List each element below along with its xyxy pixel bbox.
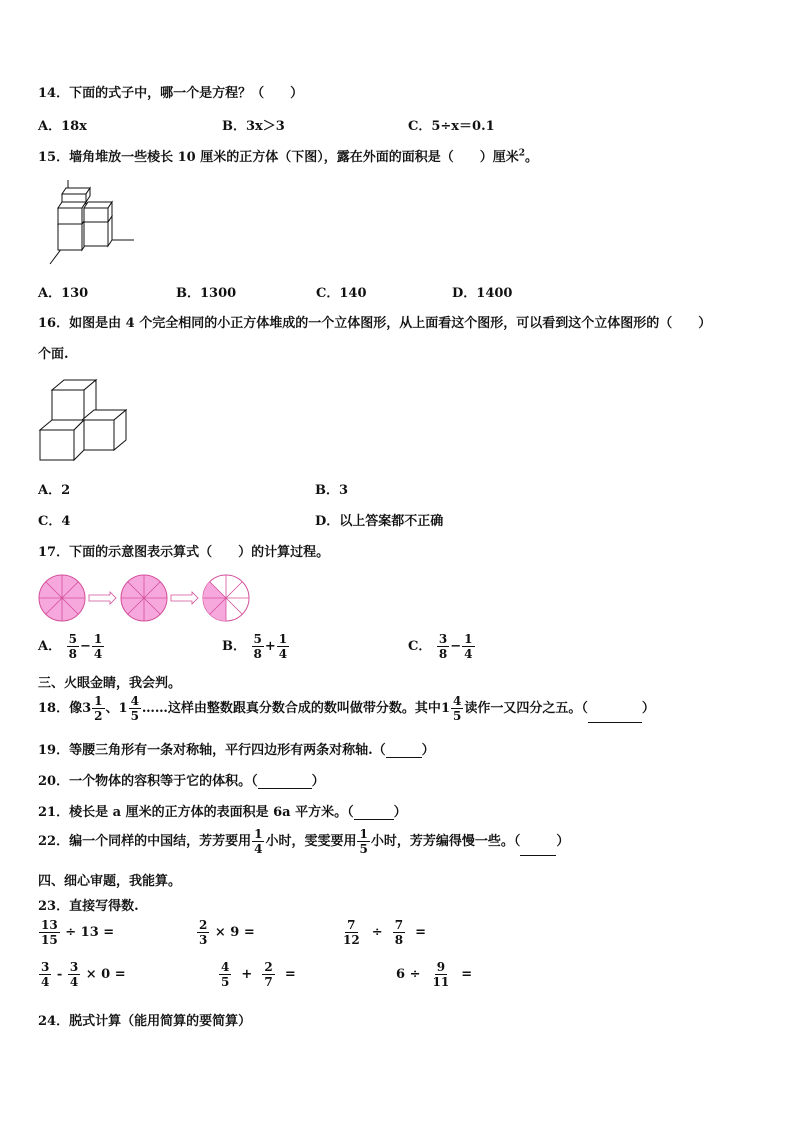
q16-stem-line2: 个面.: [38, 347, 69, 362]
q17-option-a: A． $\frac{5}{8}$ − $\frac{1}{4}$: [38, 632, 103, 661]
q23-expr-3: $\frac{7}{12}$ ÷ $\frac{7}{8}$ =: [343, 918, 427, 947]
arrow-1: [89, 592, 116, 604]
arrow-2: [171, 592, 198, 604]
q19-answer-blank[interactable]: [386, 744, 422, 758]
q15-stem: 15．墙角堆放一些棱长 10 厘米的正方体（下图），露在外面的面积是（ ）厘米$^2$。: [38, 148, 539, 165]
q14-option-b: B．3x＞3: [222, 119, 285, 134]
q16-option-a: A．2: [38, 483, 71, 498]
q23-expr-5: $\frac{4}{5}$ + $\frac{2}{7}$ =: [221, 960, 296, 989]
q22: 22．编一个同样的中国结，芳芳要用 $\frac{1}{4}$ 小时，雯雯要用 $\frac{1}{5}$ 小时，芳芳编得慢一些。（ ）: [38, 827, 570, 856]
q17-option-c: C． $\frac{3}{8}$ − $\frac{1}{4}$: [408, 632, 473, 661]
q14-option-a: A．18x: [38, 119, 87, 134]
q21-answer-blank[interactable]: [354, 806, 394, 820]
q20-answer-blank[interactable]: [258, 775, 312, 789]
q16-option-c: C．4: [38, 514, 71, 529]
q15-cube-stack-figure: [40, 172, 150, 272]
q24-stem: 24．脱式计算（能用简算的要简算）: [38, 1014, 252, 1029]
q14-stem: 14．下面的式子中，哪一个是方程？（ ）: [38, 86, 304, 101]
q16-option-b: B．3: [315, 483, 349, 498]
q17-stem: 17．下面的示意图表示算式（ ）的计算过程。: [38, 545, 330, 560]
q15-option-a: A．130: [38, 286, 89, 301]
q15-option-b: B．1300: [176, 286, 237, 301]
q18: 18．像 3 $\frac{1}{2}$ 、 1 $\frac{4}{5}$ ……这样由整数跟真分数合成的数叫做带分数。其中 1 $\frac{4}{5}$ 读作一又四分之五。（ ）: [38, 694, 655, 723]
q15-option-c: C．140: [316, 286, 367, 301]
q23-expr-4: $\frac{3}{4}$ - $\frac{3}{4}$ × 0 =: [41, 960, 126, 989]
q16-option-d: D．以上答案都不正确: [315, 514, 444, 529]
q17-option-b: B． $\frac{5}{8}$ + $\frac{1}{4}$: [222, 632, 288, 661]
q23-stem: 23．直接写得数.: [38, 899, 139, 914]
q14-option-c: C．5÷x＝0.1: [408, 119, 495, 134]
q20: 20．一个物体的容积等于它的体积。（ ）: [38, 774, 325, 789]
q23-expr-6: 6 ÷ $\frac{9}{11}$ =: [396, 960, 473, 989]
section-4-heading: 四、细心审题，我能算。: [38, 874, 182, 889]
q22-answer-blank[interactable]: [520, 842, 556, 856]
q16-stem-line1: 16．如图是由 4 个完全相同的小正方体堆成的一个立体图形，从上面看这个图形，可以看到这个立体图形的（ ）: [38, 316, 712, 331]
q15-option-d: D．1400: [452, 286, 513, 301]
q23-expr-1: $\frac{13}{15}$ ÷ 13 =: [41, 918, 115, 947]
q17-pie-diagram: [36, 572, 256, 624]
section-3-heading: 三、火眼金睛，我会判。: [38, 676, 182, 691]
q16-cube-figure: [38, 376, 128, 462]
q18-answer-blank[interactable]: [588, 708, 642, 723]
q21: 21．棱长是 a 厘米的正方体的表面积是 6a 平方米。（ ）: [38, 805, 407, 820]
q19: 19．等腰三角形有一条对称轴，平行四边形有两条对称轴.（ ）: [38, 743, 435, 758]
q23-expr-2: $\frac{2}{3}$ × 9 =: [199, 918, 255, 947]
